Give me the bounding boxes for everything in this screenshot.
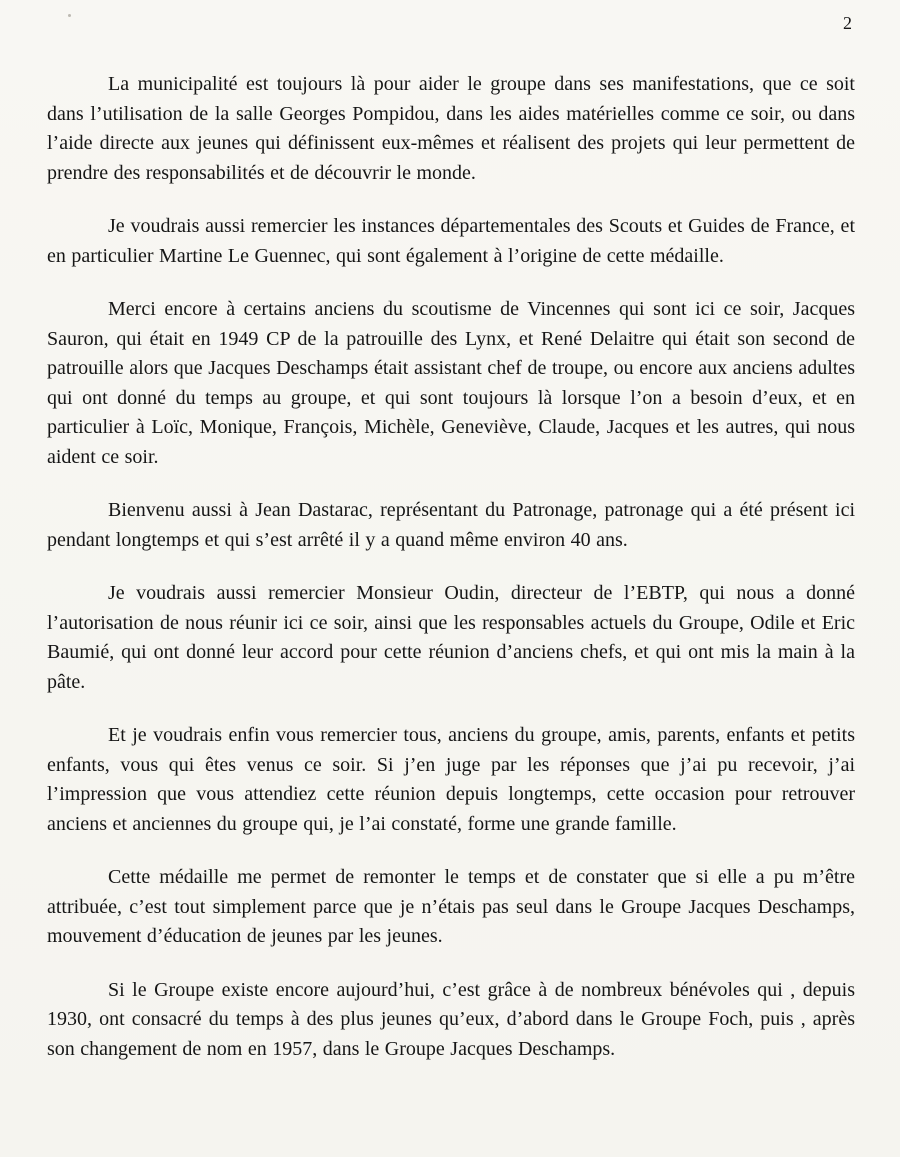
paragraph-medaille: Cette médaille me permet de remonter le temps et de constater que si elle a pu m’être attribuée, c’est tout simplement parce que je n’étais pas seul dans le Groupe Jacques Deschamps, mouvement d’éducation de jeunes par les jeunes. (47, 866, 855, 947)
scan-speck (68, 14, 71, 17)
paragraph-benevoles: Si le Groupe existe encore aujourd’hui, c’est grâce à de nombreux bénévoles qui , depuis 1930, ont consacré du temps à des plus jeunes qu’eux, d’abord dans le Groupe Foch, puis , après son changement de nom en 1957, dans le Groupe Jacques Deschamps. (47, 978, 855, 1060)
paragraph-remerciements: Et je voudrais enfin vous remercier tous, anciens du groupe, amis, parents, enfants et petits enfants, vous qui êtes venus ce soir. Si j’en juge par les réponses que j’ai pu recevoir, j’ai l’impression que vous attendiez cette réunion depuis longtemps, cette occasion pour retrouver anciens et anciennes du groupe qui, je l’ai constaté, forme une grande famille. (47, 724, 855, 835)
paragraph-municipalite: La municipalité est toujours là pour aider le groupe dans ses manifestations, que ce soit dans l’utilisation de la salle Georges Pompidou, dans les aides matérielles comme ce soir, ou dans l’aide directe aux jeunes qui définissent eux-mêmes et réalisent des projets qui leur permettent de prendre des responsabilités et de découvrir le monde. (47, 73, 855, 184)
paragraph-patronage: Bienvenu aussi à Jean Dastarac, représentant du Patronage, patronage qui a été présent ici pendant longtemps et qui s’est arrêté il y a quand même environ 40 ans. (47, 499, 855, 551)
body-text (47, 70, 855, 1064)
paragraph-instances: Je voudrais aussi remercier les instances départementales des Scouts et Guides de France, et en particulier Martine Le Guennec, qui sont également à l’origine de cette médaille. (47, 215, 855, 267)
paragraph-anciens-scoutisme: Merci encore à certains anciens du scoutisme de Vincennes qui sont ici ce soir, Jacques Sauron, qui était en 1949 CP de la patrouille des Lynx, et René Delaitre qui était son second de patrouille alors que Jacques Deschamps était assistant chef de troupe, ou encore aux anciens adultes qui ont donné du temps au groupe, et qui sont toujours là lorsque l’on a besoin d’eux, et en particulier à Loïc, Monique, François, Michèle, Geneviève, Claude, Jacques et les autres, qui nous aident ce soir. (47, 298, 855, 468)
paragraph-ebtp: Je voudrais aussi remercier Monsieur Oudin, directeur de l’EBTP, qui nous a donné l’autorisation de nous réunir ici ce soir, ainsi que les responsables actuels du Groupe, Odile et Eric Baumié, qui ont donné leur accord pour cette réunion d’anciens chefs, et qui ont mis la main à la pâte. (47, 582, 855, 693)
page-number: 2 (843, 13, 852, 33)
